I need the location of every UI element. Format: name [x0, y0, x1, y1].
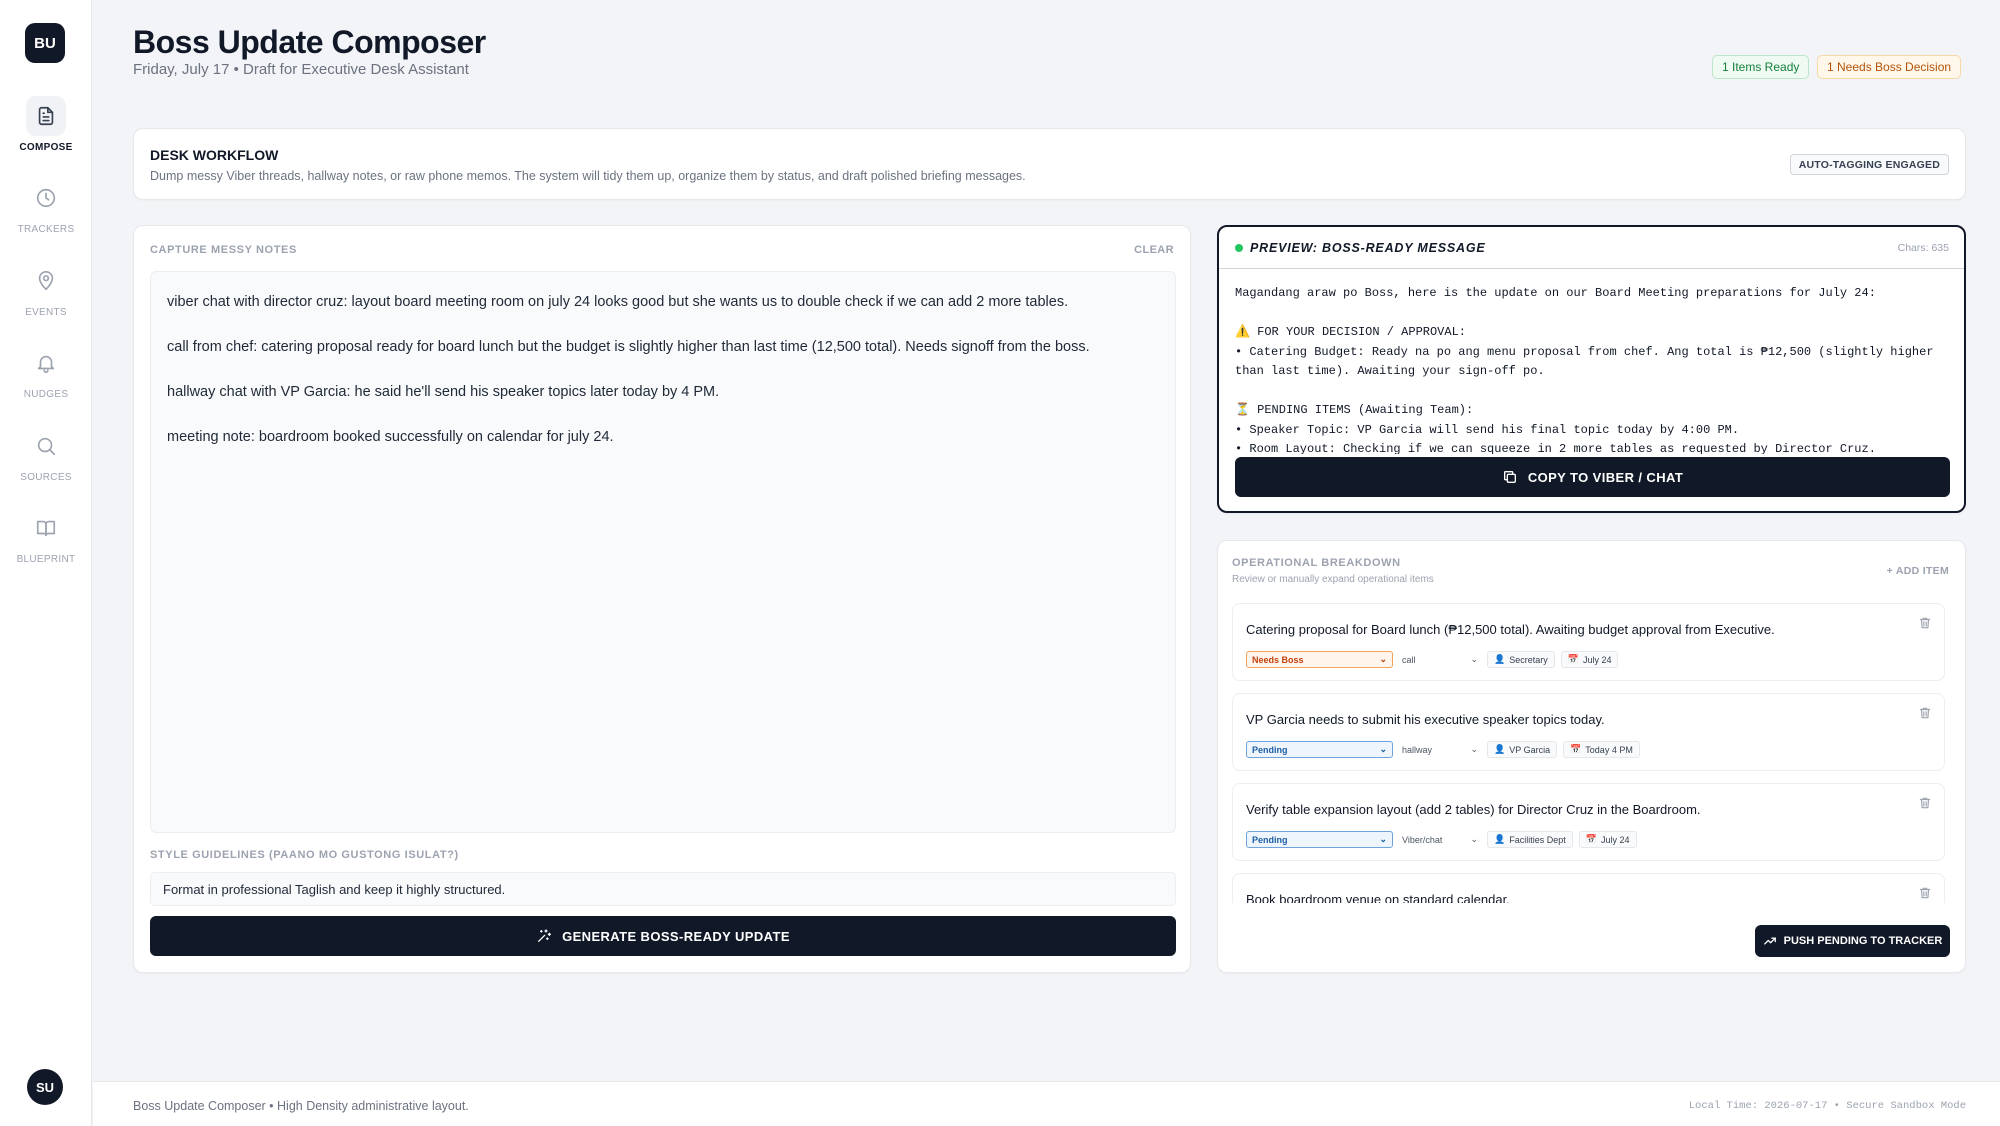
ops-item-text[interactable]: VP Garcia needs to submit his executive speaker topics today. [1246, 712, 1605, 727]
ops-item-text[interactable]: Catering proposal for Board lunch (₱12,500 total). Awaiting budget approval from Executive. [1246, 622, 1775, 637]
calendar-icon: 📅 [1567, 654, 1579, 664]
source-value: call [1402, 654, 1416, 665]
nav-blueprint[interactable] [0, 508, 92, 565]
generate-button[interactable] [150, 916, 1176, 956]
date-chip[interactable] [1561, 651, 1619, 668]
ops-item-text[interactable]: Verify table expansion layout (add 2 tables) for Director Cruz in the Boardroom. [1246, 802, 1701, 817]
copy-to-viber-button[interactable] [1235, 457, 1950, 497]
nav-label: BLUEPRINT [16, 554, 76, 565]
search-icon [26, 426, 66, 466]
chevron-down-icon: ⌄ [1379, 654, 1387, 664]
status-value: Needs Boss [1252, 654, 1304, 665]
note-line: meeting note: boardroom booked successfully on calendar for july 24. [167, 429, 614, 445]
source-select[interactable] [1399, 651, 1481, 668]
sparkles-icon [536, 928, 552, 944]
ops-sublabel: Review or manually expand operational items [1232, 574, 1434, 585]
style-guidelines-input[interactable]: Format in professional Taglish and keep it highly structured. [150, 872, 1176, 906]
workflow-title: DESK WORKFLOW [150, 147, 279, 163]
chevron-down-icon: ⌄ [1470, 744, 1478, 754]
style-guidelines-label: STYLE GUIDELINES (PAANO MO GUSTONG ISULAT?) [150, 849, 459, 861]
user-icon: 👤 [1494, 654, 1506, 664]
owner-chip[interactable] [1487, 651, 1555, 668]
chevron-down-icon: ⌄ [1470, 654, 1478, 664]
ops-item [1232, 603, 1945, 681]
copy-icon [1502, 469, 1518, 485]
chevron-down-icon: ⌄ [1470, 834, 1478, 844]
needs-decision-badge: 1 Needs Boss Decision [1817, 55, 1961, 79]
file-text-icon [26, 96, 66, 136]
operational-breakdown-card [1217, 540, 1966, 973]
page-title: Boss Update Composer [133, 24, 486, 60]
notes-textarea[interactable] [150, 271, 1176, 833]
owner-value: Facilities Dept [1509, 834, 1566, 845]
preview-title: PREVIEW: BOSS-READY MESSAGE [1250, 241, 1486, 255]
workflow-card [133, 128, 1966, 200]
ops-item [1232, 783, 1945, 861]
page-subtitle: Friday, July 17 • Draft for Executive Desk Assistant [133, 61, 469, 78]
trending-up-icon [1763, 934, 1777, 948]
source-select[interactable] [1399, 741, 1481, 758]
char-count: Chars: 635 [1897, 242, 1949, 254]
add-item-button[interactable]: + ADD ITEM [1886, 565, 1949, 577]
capture-label: CAPTURE MESSY NOTES [150, 244, 297, 256]
preview-card [1217, 225, 1966, 513]
ops-item [1232, 873, 1945, 903]
book-icon [26, 508, 66, 548]
calendar-icon: 📅 [1570, 744, 1582, 754]
ops-item [1232, 693, 1945, 771]
footer-left-text: Boss Update Composer • High Density administrative layout. [133, 1099, 469, 1113]
footer-right-text: Local Time: 2026-07-17 • Secure Sandbox Mode [1688, 1100, 1966, 1112]
preview-header [1219, 227, 1964, 269]
footer [93, 1081, 2000, 1126]
map-pin-icon [26, 261, 66, 301]
trash-icon[interactable] [1918, 796, 1932, 810]
date-chip[interactable] [1579, 831, 1637, 848]
trash-icon[interactable] [1918, 616, 1932, 630]
owner-chip[interactable] [1487, 741, 1557, 758]
copy-button-label: COPY TO VIBER / CHAT [1527, 469, 1684, 485]
status-select[interactable] [1246, 651, 1393, 668]
clock-icon [26, 178, 66, 218]
items-ready-badge: 1 Items Ready [1712, 55, 1809, 79]
user-avatar[interactable]: SU [27, 1069, 63, 1105]
auto-tagging-badge: AUTO-TAGGING ENGAGED [1790, 154, 1949, 175]
workflow-description: Dump messy Viber threads, hallway notes, or raw phone memos. The system will tidy them up, organize them by status, and draft polished briefing messages. [150, 169, 1026, 183]
date-value: July 24 [1582, 654, 1612, 665]
source-value: hallway [1402, 744, 1433, 755]
generate-button-label: GENERATE BOSS-READY UPDATE [562, 928, 790, 944]
owner-value: VP Garcia [1509, 744, 1551, 755]
status-value: Pending [1252, 834, 1288, 845]
ops-item-meta [1246, 831, 1637, 848]
user-icon: 👤 [1494, 744, 1506, 754]
sidebar [0, 0, 92, 1126]
date-value: Today 4 PM [1585, 744, 1633, 755]
nav-label: SOURCES [20, 472, 72, 483]
source-select[interactable] [1399, 831, 1481, 848]
chevron-down-icon: ⌄ [1379, 744, 1387, 754]
bell-icon [26, 343, 66, 383]
trash-icon[interactable] [1918, 886, 1932, 900]
chevron-down-icon: ⌄ [1379, 834, 1387, 844]
nav-events[interactable] [0, 261, 92, 318]
live-status-dot [1235, 244, 1243, 252]
nav-label: NUDGES [23, 389, 69, 400]
note-line: hallway chat with VP Garcia: he said he'll send his speaker topics later today by 4 PM. [167, 384, 720, 400]
calendar-icon: 📅 [1585, 834, 1597, 844]
nav-compose[interactable] [0, 96, 92, 153]
ops-label: OPERATIONAL BREAKDOWN [1232, 557, 1401, 569]
source-value: Viber/chat [1402, 834, 1443, 845]
nav-label: COMPOSE [19, 142, 73, 153]
owner-chip[interactable] [1487, 831, 1573, 848]
preview-message[interactable]: Magandang araw po Boss, here is the update on our Board Meeting preparations for July 24: ⚠️ FOR YOUR DECISION / APPROVAL: • Catering Budget: Ready na po ang menu proposal from chef. Ang total is ₱12,500 (slightly higher than last time). Awaiting your sign-off po. ⏳ PENDING ITEMS (Awaiting Team): • Speaker Topic: VP Garcia will send his final topic today by 4:00 PM. • Room Layout: Checking if we can squeeze in 2 more tables as requested by Director Cruz. [1235, 286, 1934, 454]
date-value: July 24 [1600, 834, 1630, 845]
app-logo: BU [25, 23, 65, 63]
note-line: call from chef: catering proposal ready for board lunch but the budget is slightly higher than last time (12,500 total). Needs signoff from the boss. [167, 339, 1090, 355]
owner-value: Secretary [1509, 654, 1548, 665]
date-chip[interactable] [1563, 741, 1640, 758]
capture-card [133, 225, 1191, 973]
status-select[interactable] [1246, 831, 1393, 848]
nav-label: TRACKERS [17, 224, 75, 235]
nav-nudges[interactable] [0, 343, 92, 400]
ops-item-meta [1246, 651, 1618, 668]
trash-icon[interactable] [1918, 706, 1932, 720]
nav-sources[interactable] [0, 426, 92, 483]
push-button-label: PUSH PENDING TO TRACKER [1783, 935, 1943, 947]
clear-button[interactable]: CLEAR [1134, 244, 1174, 256]
push-to-tracker-button[interactable] [1755, 925, 1950, 957]
ops-item-meta [1246, 741, 1640, 758]
ops-item-text[interactable]: Book boardroom venue on standard calendar. [1246, 892, 1510, 903]
user-icon: 👤 [1494, 834, 1506, 844]
nav-trackers[interactable] [0, 178, 92, 235]
note-line: viber chat with director cruz: layout board meeting room on july 24 looks good but she wants us to double check if we can add 2 more tables. [167, 294, 1069, 310]
status-value: Pending [1252, 744, 1288, 755]
ops-list [1232, 603, 1945, 903]
nav-label: EVENTS [25, 307, 67, 318]
status-select[interactable] [1246, 741, 1393, 758]
